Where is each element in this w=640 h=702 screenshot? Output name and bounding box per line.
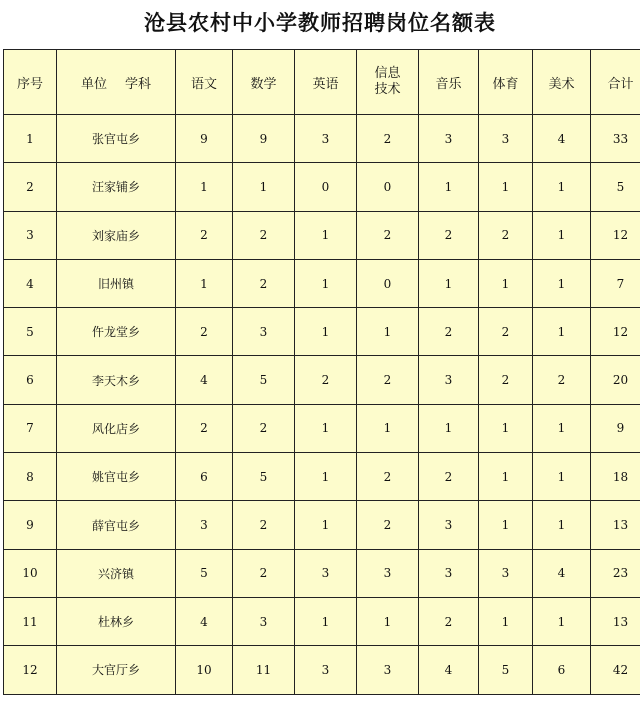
cell-it: 2	[357, 211, 419, 259]
cell-index: 7	[4, 404, 57, 452]
cell-english: 3	[295, 646, 357, 694]
cell-pe: 2	[479, 308, 533, 356]
cell-art: 1	[533, 404, 591, 452]
cell-index: 5	[4, 308, 57, 356]
cell-art: 2	[533, 356, 591, 404]
page-title: 沧县农村中小学教师招聘岗位名额表	[144, 11, 496, 35]
cell-unit: 张官屯乡	[57, 115, 176, 163]
cell-math: 2	[233, 404, 295, 452]
table-row	[4, 356, 640, 404]
cell-math: 3	[233, 308, 295, 356]
cell-english: 1	[295, 404, 357, 452]
table-body	[4, 115, 640, 695]
cell-total: 13	[591, 501, 640, 549]
cell-pe: 1	[479, 259, 533, 307]
cell-unit: 大官厅乡	[57, 646, 176, 694]
header-music: 音乐	[419, 50, 479, 115]
recruitment-table	[3, 49, 640, 695]
cell-index: 3	[4, 211, 57, 259]
header-subject: 学科	[125, 76, 152, 92]
cell-math: 11	[233, 646, 295, 694]
cell-it: 2	[357, 453, 419, 501]
cell-index: 9	[4, 501, 57, 549]
cell-english: 1	[295, 597, 357, 645]
table-row	[4, 308, 640, 356]
cell-unit: 杜林乡	[57, 597, 176, 645]
cell-it: 1	[357, 404, 419, 452]
cell-pe: 1	[479, 163, 533, 211]
cell-total: 5	[591, 163, 640, 211]
table-row	[4, 211, 640, 259]
cell-index: 11	[4, 597, 57, 645]
cell-chinese: 2	[176, 211, 233, 259]
cell-total: 33	[591, 115, 640, 163]
cell-it: 0	[357, 259, 419, 307]
cell-english: 2	[295, 356, 357, 404]
cell-math: 1	[233, 163, 295, 211]
table-row	[4, 453, 640, 501]
cell-math: 2	[233, 549, 295, 597]
cell-total: 12	[591, 308, 640, 356]
header-it-line1: 信息	[374, 66, 401, 81]
cell-index: 2	[4, 163, 57, 211]
cell-total: 20	[591, 356, 640, 404]
cell-index: 8	[4, 453, 57, 501]
table-row	[4, 597, 640, 645]
header-total: 合计	[591, 50, 640, 115]
cell-unit: 姚官屯乡	[57, 453, 176, 501]
table-header-row	[4, 50, 640, 115]
header-pe: 体育	[479, 50, 533, 115]
cell-english: 1	[295, 501, 357, 549]
cell-it: 2	[357, 115, 419, 163]
cell-it: 1	[357, 597, 419, 645]
header-unit-subject	[57, 50, 176, 115]
cell-unit: 李天木乡	[57, 356, 176, 404]
cell-index: 12	[4, 646, 57, 694]
cell-chinese: 9	[176, 115, 233, 163]
cell-art: 6	[533, 646, 591, 694]
cell-art: 1	[533, 597, 591, 645]
cell-pe: 1	[479, 501, 533, 549]
cell-pe: 1	[479, 453, 533, 501]
cell-math: 9	[233, 115, 295, 163]
cell-chinese: 5	[176, 549, 233, 597]
cell-index: 1	[4, 115, 57, 163]
cell-music: 1	[419, 404, 479, 452]
cell-unit: 仵龙堂乡	[57, 308, 176, 356]
header-unit: 单位	[80, 76, 107, 92]
table-row	[4, 646, 640, 694]
cell-art: 1	[533, 211, 591, 259]
table-row	[4, 163, 640, 211]
header-english: 英语	[295, 50, 357, 115]
cell-english: 3	[295, 115, 357, 163]
cell-art: 4	[533, 549, 591, 597]
cell-english: 1	[295, 453, 357, 501]
cell-pe: 3	[479, 549, 533, 597]
cell-it: 2	[357, 501, 419, 549]
cell-art: 4	[533, 115, 591, 163]
cell-it: 1	[357, 308, 419, 356]
cell-pe: 1	[479, 404, 533, 452]
table-row	[4, 259, 640, 307]
cell-it: 2	[357, 356, 419, 404]
cell-art: 1	[533, 501, 591, 549]
cell-total: 7	[591, 259, 640, 307]
header-it	[357, 50, 419, 115]
table-row	[4, 501, 640, 549]
cell-unit: 薛官屯乡	[57, 501, 176, 549]
cell-music: 2	[419, 453, 479, 501]
cell-english: 0	[295, 163, 357, 211]
cell-it: 3	[357, 646, 419, 694]
cell-art: 1	[533, 308, 591, 356]
cell-music: 3	[419, 549, 479, 597]
cell-chinese: 2	[176, 308, 233, 356]
cell-unit: 刘家庙乡	[57, 211, 176, 259]
cell-chinese: 4	[176, 356, 233, 404]
cell-music: 2	[419, 211, 479, 259]
header-chinese: 语文	[176, 50, 233, 115]
cell-pe: 2	[479, 356, 533, 404]
cell-index: 4	[4, 259, 57, 307]
cell-math: 3	[233, 597, 295, 645]
cell-total: 23	[591, 549, 640, 597]
header-art: 美术	[533, 50, 591, 115]
cell-math: 5	[233, 453, 295, 501]
cell-chinese: 6	[176, 453, 233, 501]
cell-index: 6	[4, 356, 57, 404]
cell-unit: 风化店乡	[57, 404, 176, 452]
cell-total: 42	[591, 646, 640, 694]
header-it-line2: 技术	[374, 82, 401, 97]
cell-music: 4	[419, 646, 479, 694]
cell-chinese: 3	[176, 501, 233, 549]
cell-music: 3	[419, 115, 479, 163]
header-index: 序号	[4, 50, 57, 115]
cell-english: 1	[295, 308, 357, 356]
cell-math: 5	[233, 356, 295, 404]
table-row	[4, 404, 640, 452]
cell-chinese: 1	[176, 163, 233, 211]
cell-math: 2	[233, 211, 295, 259]
cell-total: 9	[591, 404, 640, 452]
cell-math: 2	[233, 501, 295, 549]
cell-music: 3	[419, 501, 479, 549]
cell-music: 2	[419, 308, 479, 356]
cell-unit: 汪家铺乡	[57, 163, 176, 211]
cell-music: 1	[419, 259, 479, 307]
header-math: 数学	[233, 50, 295, 115]
cell-index: 10	[4, 549, 57, 597]
cell-chinese: 1	[176, 259, 233, 307]
cell-pe: 5	[479, 646, 533, 694]
cell-total: 13	[591, 597, 640, 645]
cell-total: 12	[591, 211, 640, 259]
cell-chinese: 10	[176, 646, 233, 694]
cell-music: 2	[419, 597, 479, 645]
cell-english: 1	[295, 259, 357, 307]
cell-music: 3	[419, 356, 479, 404]
cell-it: 0	[357, 163, 419, 211]
cell-pe: 2	[479, 211, 533, 259]
cell-english: 3	[295, 549, 357, 597]
cell-art: 1	[533, 163, 591, 211]
table-row	[4, 549, 640, 597]
cell-chinese: 4	[176, 597, 233, 645]
cell-it: 3	[357, 549, 419, 597]
cell-english: 1	[295, 211, 357, 259]
cell-pe: 3	[479, 115, 533, 163]
cell-pe: 1	[479, 597, 533, 645]
cell-unit: 旧州镇	[57, 259, 176, 307]
cell-art: 1	[533, 259, 591, 307]
cell-unit: 兴济镇	[57, 549, 176, 597]
cell-music: 1	[419, 163, 479, 211]
cell-total: 18	[591, 453, 640, 501]
cell-art: 1	[533, 453, 591, 501]
table-row	[4, 115, 640, 163]
cell-chinese: 2	[176, 404, 233, 452]
cell-math: 2	[233, 259, 295, 307]
